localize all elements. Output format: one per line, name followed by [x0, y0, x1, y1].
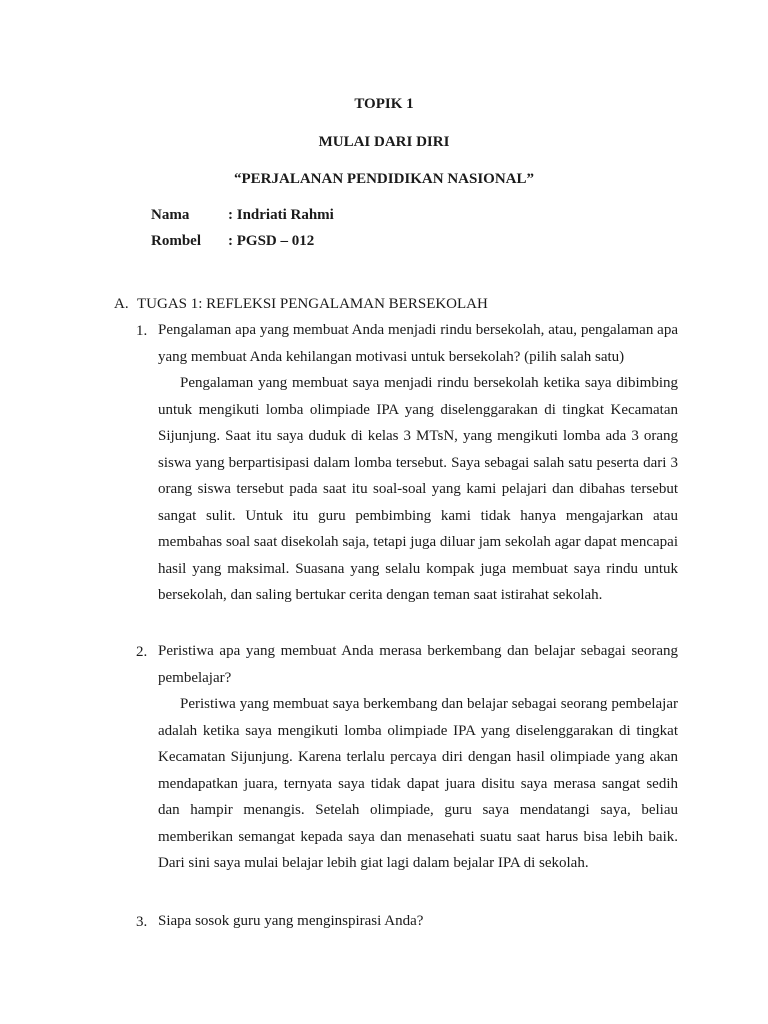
name-label: Nama [151, 207, 190, 223]
section-title: TUGAS 1: REFLEKSI PENGALAMAN BERSEKOLAH [137, 296, 488, 312]
document-theme: “PERJALANAN PENDIDIKAN NASIONAL” [233, 171, 535, 187]
answer-2-text: Peristiwa yang membuat saya berkembang dan belajar sebagai seorang pembelajar adalah ketika saya mengikuti lomba olimpiade IPA yang diselenggarakan di tingkat Kecamatan Sijunjung. Karena terlalu percaya diri dengan hasil olimpiade yang akan mendapatkan juara, ternyata saya tidak dapat juara disitu saya merasa sangat sedih dan hampir menangis. Setelah olimpiade, guru saya mendatangi saya, beliau memberikan semangat kepada saya dan menasehati suatu saat harus bisa lebih baik. Dari sini saya mulai belajar lebih giat lagi dalam bejalar IPA di sekolah. [158, 696, 678, 871]
document-topic: TOPIK 1 [354, 96, 414, 112]
question-1-number: 1. [136, 323, 148, 339]
rombel-label: Rombel [151, 233, 201, 249]
question-3-number: 3. [136, 914, 148, 930]
section-marker: A. [114, 296, 129, 312]
answer-1-text: Pengalaman yang membuat saya menjadi rindu bersekolah ketika saya dibimbing untuk mengikuti lomba olimpiade IPA yang diselenggarakan di tingkat Kecamatan Sijunjung. Saat itu saya duduk di kelas 3 MTsN, yang mengikuti lomba ada 3 orang siswa yang berpartisipasi dalam lomba tersebut. Saya sebagai salah satu peserta dari 3 orang siswa tersebut pada saat itu soal-soal yang kami pelajari dan dibahas tersebut sangat sulit. Untuk itu guru pembimbing kami tidak hanya mengajarkan atau membahas soal saat disekolah saja, tetapi juga diluar jam sekolah agar dapat mencapai hasil yang maksimal. Suasana yang selalu kompak juga membuat saya rindu untuk bersekolah, dan saling bertukar cerita dengan teman saat istirahat sekolah. [158, 375, 678, 603]
question-2-text: Peristiwa apa yang membuat Anda merasa berkembang dan belajar sebagai seorang pembelajar? [158, 643, 678, 686]
question-2-number: 2. [136, 644, 148, 660]
document-subtitle: MULAI DARI DIRI [318, 134, 450, 150]
rombel-value: : PGSD – 012 [228, 233, 315, 249]
name-value: : Indriati Rahmi [228, 207, 334, 223]
section-heading [114, 294, 488, 314]
question-3-text: Siapa sosok guru yang menginspirasi Anda? [158, 913, 424, 929]
question-1-text: Pengalaman apa yang membuat Anda menjadi rindu bersekolah, atau, pengalaman apa yang membuat Anda kehilangan motivasi untuk bersekolah? (pilih salah satu) [158, 322, 678, 365]
